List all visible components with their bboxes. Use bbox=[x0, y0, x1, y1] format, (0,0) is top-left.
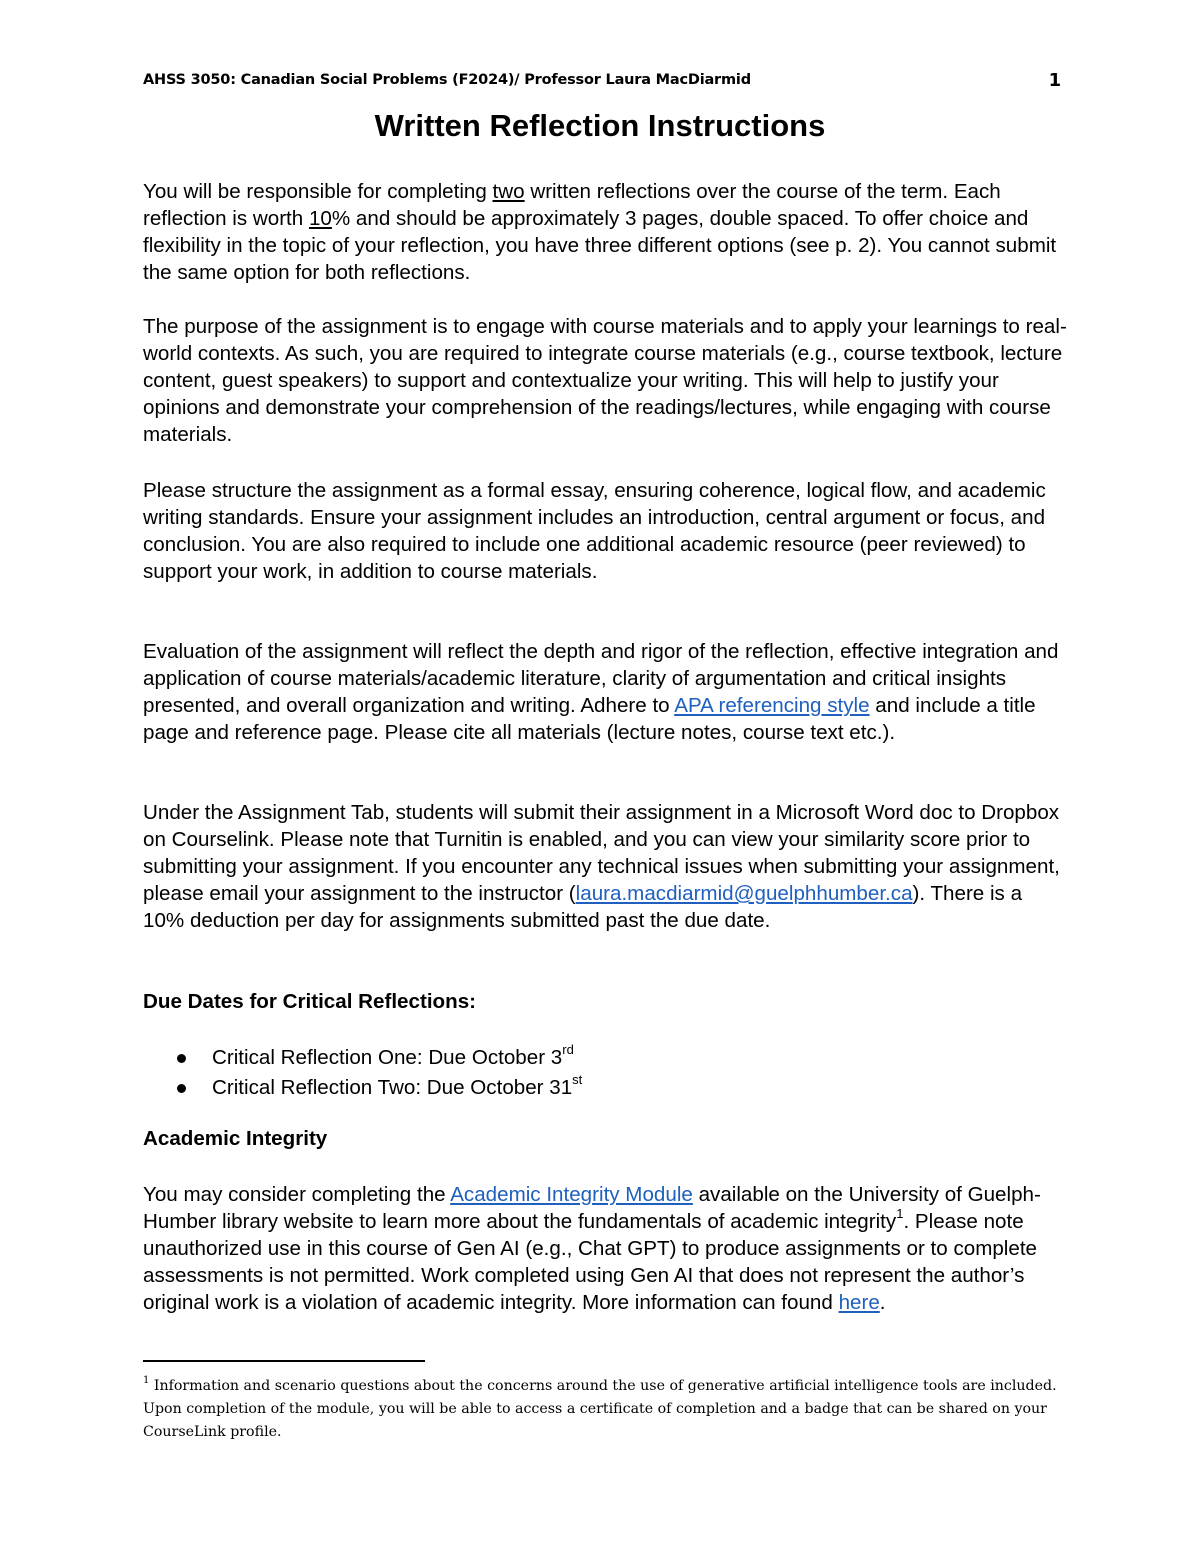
due-dates-list bbox=[143, 1043, 582, 1103]
page-number: 1 bbox=[1048, 70, 1061, 91]
paragraph-intro: You will be responsible for completing two written reflections over the course of the term. Each reflection is worth 10% and should be approximately 3 pages, double spaced. To offer choice and flexibility in the topic of your reflection, you have three different options (see p. 2). You cannot submit the same option for both reflections. bbox=[143, 180, 1057, 284]
apa-style-link[interactable]: APA referencing style bbox=[674, 694, 870, 717]
more-info-link[interactable]: here bbox=[838, 1291, 880, 1314]
footnote-text: Information and scenario questions about the concerns around the use of generative artificial intelligence tools are included. Upon completion of the module, you will be able to access a certificate of completion and a badge that can be shared on your CourseLink profile. bbox=[143, 1378, 1057, 1440]
emphasis-two: two bbox=[492, 180, 525, 203]
list-item: Critical Reflection One: Due October 3rd bbox=[143, 1043, 582, 1073]
academic-integrity-module-link[interactable]: Academic Integrity Module bbox=[450, 1183, 693, 1206]
course-header-text: AHSS 3050: Canadian Social Problems (F2024)/ Professor Laura MacDiarmid bbox=[143, 72, 751, 88]
instructor-email-link[interactable]: laura.macdiarmid@guelphhumber.ca bbox=[575, 882, 913, 905]
due-dates-heading: Due Dates for Critical Reflections: bbox=[143, 990, 477, 1013]
paragraph-structure: Please structure the assignment as a formal essay, ensuring coherence, logical flow, and academic writing standards. Ensure your assignment includes an introduction, central argument or focus, and conclusion. You are also required to include one additional academic resource (peer reviewed) to support your work, in addition to course materials. bbox=[143, 479, 1046, 583]
page-title: Written Reflection Instructions bbox=[374, 108, 826, 143]
paragraph-integrity: You may consider completing the Academic Integrity Module available on the University of Guelph-Humber library website to learn more about the fundamentals of academic integrity$^1$. Please note unauthorized use in this course of Gen AI (e.g., Chat GPT) to produce assignments or to complete assessments is not permitted. Work completed using Gen AI that does not represent the author’s original work is a violation of academic integrity. More information can found here. bbox=[143, 1183, 1041, 1314]
paragraph-evaluation: Evaluation of the assignment will reflect the depth and rigor of the reflection, effective integration and application of course materials/academic literature, clarity of argumentation and critical insights presented, and overall organization and writing. Adhere to APA referencing style and include a title page and reference page. Please cite all materials (lecture notes, course text etc.). bbox=[143, 640, 1059, 744]
paragraph-submission: Under the Assignment Tab, students will submit their assignment in a Microsoft Word doc to Dropbox on Courselink. Please note that Turnitin is enabled, and you can view your similarity score prior to submitting your assignment. If you encounter any technical issues when submitting your assignment, please email your assignment to the instructor (laura.macdiarmid@guelphhumber.ca). There is a 10% deduction per day for assignments submitted past the due date. bbox=[143, 801, 1060, 932]
list-item: Critical Reflection Two: Due October 31st bbox=[143, 1073, 582, 1103]
footnote-divider bbox=[143, 1360, 425, 1362]
academic-integrity-heading: Academic Integrity bbox=[143, 1127, 328, 1150]
footnote-reference: 1 bbox=[896, 1206, 904, 1222]
page-header bbox=[143, 70, 1061, 91]
bullet-icon bbox=[177, 1084, 186, 1093]
footnote bbox=[143, 1375, 1063, 1444]
paragraph-purpose: The purpose of the assignment is to engage with course materials and to apply your learnings to real-world contexts. As such, you are required to integrate course materials (e.g., course textbook, lecture content, guest speakers) to support and contextualize your writing. This will help to justify your opinions and demonstrate your comprehension of the readings/lectures, while engaging with course materials. bbox=[143, 315, 1067, 446]
bullet-icon bbox=[177, 1054, 186, 1063]
footnote-number: 1 bbox=[143, 1375, 150, 1387]
emphasis-ten-percent: 10 bbox=[308, 207, 332, 230]
